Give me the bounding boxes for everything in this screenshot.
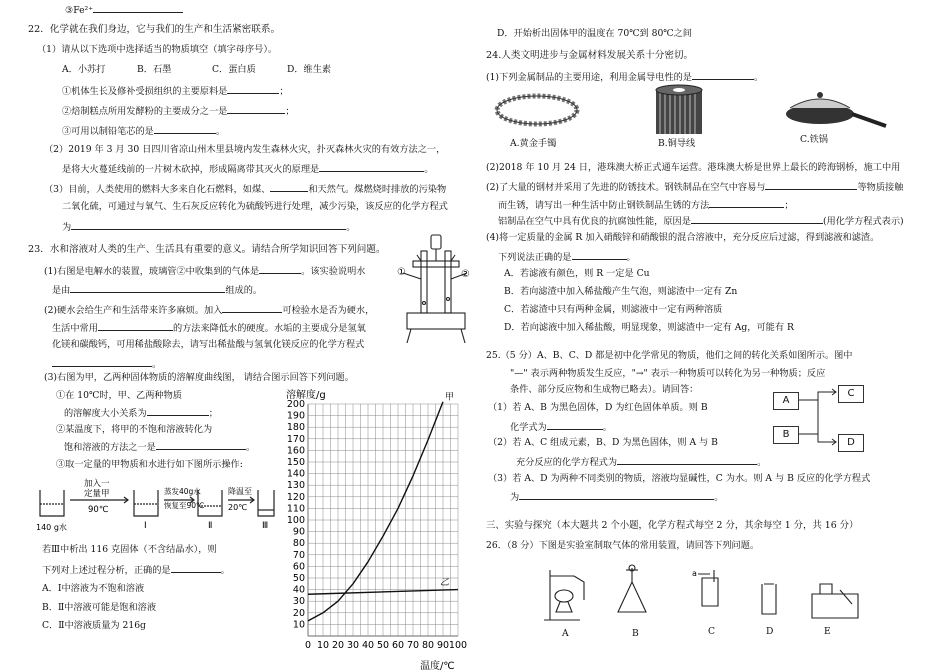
answer-blank[interactable] xyxy=(52,357,152,367)
beaker-3-label: Ⅲ xyxy=(262,521,269,531)
option-a: A．小苏打 xyxy=(62,64,106,75)
q23-s3-2b: 饱和溶液的方法之一是 。 xyxy=(64,442,256,453)
tube-2-label: ② xyxy=(461,269,470,280)
q24-s2c: 而生锈，请写出一种生活中防止钢铁制品生锈的方法 ； xyxy=(498,200,794,211)
q23-stem: 23．水和溶液对人类的生产、生活具有重要的意义。请结合所学知识回答下列问题。 xyxy=(28,244,386,255)
y-tick-label: 60 xyxy=(292,561,305,573)
proc-temp-2: 20℃ xyxy=(228,503,248,512)
q25-b1: （2）若 A、C 组成元素，B、D 为黑色固体，则 A 与 B xyxy=(488,437,718,448)
q24-stem: 24.人类文明进步与金属材料发展关系十分密切。 xyxy=(486,50,694,61)
q23-s2b: 生活中常用 的方法来降低水的硬度。水垢的主要成分是氢氧 xyxy=(52,323,366,334)
q23-s3-1a: ①在 10℃时，甲、乙两种物质 xyxy=(56,390,182,401)
node-b: B xyxy=(773,426,799,444)
answer-blank[interactable] xyxy=(147,406,209,416)
solubility-chart xyxy=(282,388,472,671)
q24-opt-b: B．若向滤渣中加入稀盐酸产生气泡，则滤渣中一定有 Zn xyxy=(504,286,738,297)
proc-add-2: 定量甲 xyxy=(84,489,110,499)
q25-a1: （1）若 A、B 为黑色固体，D 为红色固体单质。则 B xyxy=(488,402,708,413)
q25-a2: 化学式为 。 xyxy=(510,422,612,433)
series-label-yi: 乙 xyxy=(440,577,450,588)
option-d: D．维生素 xyxy=(287,64,332,75)
apparatus-b-label: B xyxy=(632,628,639,639)
q22-blank1: ①机体生长及修补受损组织的主要原料是 ； xyxy=(62,86,289,97)
answer-blank[interactable] xyxy=(617,455,757,465)
q23-s3: (3)右图为甲，乙两种固体物质的溶解度曲线图， 请结合图示回答下列问题。 xyxy=(44,372,354,383)
answer-blank[interactable] xyxy=(691,214,823,224)
q23-s2d: 。 xyxy=(52,357,161,371)
answer-blank[interactable] xyxy=(93,3,183,13)
q24-s2d: 铝制品在空气中具有优良的抗腐蚀性能，原因是 (用化学方程式表示) xyxy=(498,216,904,227)
y-tick-label: 10 xyxy=(292,619,305,631)
x-tick-label: 30 xyxy=(346,640,360,651)
y-tick-label: 200 xyxy=(286,399,305,410)
q22-part3a: （3）目前，人类使用的燃料大多来自化石燃料，如煤、 和天然气。煤燃烧时排放的污染物 xyxy=(44,184,447,195)
q24-s2a: (2)2018 年 10 月 24 日，港珠澳大桥正式通车运营。港珠澳大桥是世界上最长的跨海钢桥，施工中用 xyxy=(486,162,901,173)
option-b: B．石墨 xyxy=(137,64,172,75)
q26-stem: 26．（8 分）下图是实验室制取气体的常用装置，请回答下列问题。 xyxy=(486,540,760,551)
q22-part3b: 二氧化硫，可通过与氧气、生石灰反应转化为硫酸钙进行处理，减少污染，该反应的化学方程式 xyxy=(62,201,448,212)
item-b-label: B.铜导线 xyxy=(658,138,696,149)
q22-part2b: 是将大火蔓延线前的一片树木砍掉，形成隔离带其灭火的原理是 。 xyxy=(62,164,434,175)
tube-1-label: ① xyxy=(397,267,406,278)
q22-part2a: （2）2019 年 3 月 30 日四川省凉山州木里县境内发生森林火灾，扑灭森林火灾的有效方法之一， xyxy=(44,144,446,155)
q24-opt-d: D．若向滤液中加入稀盐酸，明显现象，则滤渣中一定有 Ag，可能有 R xyxy=(504,322,794,333)
q23-s4b: 下列对上述过程分析，正确的是 。 xyxy=(42,565,230,576)
y-tick-label: 160 xyxy=(286,445,305,457)
x-tick-label: 50 xyxy=(376,640,390,651)
iron-pan-image xyxy=(780,86,890,134)
x-tick-label: 60 xyxy=(391,640,405,651)
answer-blank[interactable] xyxy=(572,250,627,260)
gold-bracelet-image xyxy=(492,84,582,140)
q22-stem: 22．化学就在我们身边，它与我们的生产和生活紧密联系。 xyxy=(28,24,281,35)
q23-opt-a: A．Ⅰ中溶液为不饱和溶液 xyxy=(42,583,145,594)
node-d: D xyxy=(838,434,864,452)
proc-add-1: 加入一 xyxy=(84,479,110,489)
x-tick-labels xyxy=(305,640,467,651)
y-axis-label: 溶解度/g xyxy=(286,390,326,401)
q25-c2: 为 。 xyxy=(510,492,724,503)
q23-s3-2a: ②某温度下，将甲的不饱和溶液转化为 xyxy=(56,424,213,435)
x-tick-label: 100 xyxy=(448,640,468,651)
answer-blank[interactable] xyxy=(70,283,225,293)
q24-s4a: (4)将一定质量的金属 R 加入硝酸锌和硝酸银的混合溶液中，充分反应后过滤，得到滤液和滤渣。 xyxy=(486,232,880,243)
answer-blank[interactable] xyxy=(98,321,173,331)
q23-s3-1b: 的溶解度大小关系为 ； xyxy=(64,408,218,419)
y-tick-label: 50 xyxy=(292,573,305,584)
q25-l2: "—" 表示两种物质发生反应，"→" 表示一种物质可以转化为另一种物质；反应 xyxy=(510,368,826,379)
answer-blank[interactable] xyxy=(222,303,282,313)
q22-blank3: ③可用以制铅笔芯的是 。 xyxy=(62,126,226,137)
y-tick-label: 180 xyxy=(286,422,305,434)
q25-l3: 条件、部分反应物和生成物已略去）。请回答： xyxy=(510,384,699,395)
node-c: C xyxy=(838,385,864,403)
chart-grid xyxy=(308,404,458,636)
answer-blank[interactable] xyxy=(259,264,301,274)
q23-opt-c: C．Ⅱ中溶液质量为 216g xyxy=(42,620,146,631)
item-c-label: C.铁锅 xyxy=(800,134,828,145)
q22-blank2: ②焙制糕点所用发酵粉的主要成分之一是 ； xyxy=(62,106,295,117)
answer-blank[interactable] xyxy=(154,124,216,134)
beaker-2-label: Ⅱ xyxy=(208,521,213,531)
answer-blank[interactable] xyxy=(156,440,246,450)
answer-blank[interactable] xyxy=(227,84,279,94)
y-tick-label: 140 xyxy=(286,468,305,480)
apparatus-e-label: E xyxy=(824,626,831,637)
answer-blank[interactable] xyxy=(765,180,857,190)
y-tick-label: 20 xyxy=(292,607,305,619)
x-tick-label: 20 xyxy=(331,640,345,651)
y-tick-label: 110 xyxy=(286,503,305,515)
q23-opt-d: D．开始析出固体甲的温度在 70℃到 80℃之间 xyxy=(497,28,692,39)
q22-part1: （1）请从以下选项中选择适当的物质填空（填字母序号）。 xyxy=(37,44,278,55)
section-3-heading: 三、实验与探究（本大题共 2 个小题，化学方程式每空 2 分，其余每空 1 分，共 16 分） xyxy=(486,520,859,531)
y-tick-label: 100 xyxy=(286,515,305,526)
apparatus-a-label: A xyxy=(562,628,569,639)
y-tick-label: 170 xyxy=(286,433,305,445)
x-tick-label: 40 xyxy=(361,640,375,651)
answer-blank[interactable] xyxy=(709,198,784,208)
apparatus-row xyxy=(540,560,870,626)
answer-blank[interactable] xyxy=(547,420,603,430)
apparatus-c-label: C xyxy=(708,626,716,637)
proc-water: 140 g水 xyxy=(36,523,67,532)
q23-s2a: (2)硬水会给生产和生活带来许多麻烦。加入 可检验水是否为硬水， xyxy=(44,305,375,316)
y-tick-label: 150 xyxy=(286,457,305,468)
x-tick-label: 10 xyxy=(316,640,330,651)
answer-blank[interactable] xyxy=(227,104,285,114)
answer-blank[interactable] xyxy=(71,220,346,230)
y-tick-label: 40 xyxy=(292,584,305,596)
proc-temp-1: 90℃ xyxy=(88,505,109,515)
q23-s1b: 是由 组成的。 xyxy=(52,285,263,296)
q25-b2: 充分反应的化学方程式为 。 xyxy=(516,457,767,468)
answer-blank[interactable] xyxy=(692,70,754,80)
q23-s2c: 化镁和碳酸钙，可用稀盐酸除去，请写出稀盐酸与氢氧化镁反应的化学方程式 xyxy=(52,339,365,350)
y-tick-label: 70 xyxy=(292,549,305,561)
y-tick-label: 130 xyxy=(286,480,305,492)
answer-blank[interactable] xyxy=(270,182,308,192)
x-tick-label: 80 xyxy=(421,640,435,651)
port-a-label: a xyxy=(692,569,697,578)
answer-blank[interactable] xyxy=(519,490,714,500)
q24-opt-c: C．若滤渣中只有两种金属，则滤液中一定有两种溶质 xyxy=(504,304,723,315)
x-tick-label: 0 xyxy=(304,640,312,651)
y-tick-label: 190 xyxy=(286,410,305,422)
y-tick-label: 30 xyxy=(292,596,305,608)
q24-s4b: 下列说法正确的是 。 xyxy=(498,252,636,263)
y-tick-label: 80 xyxy=(292,538,305,550)
y-tick-label: 120 xyxy=(286,491,305,503)
node-a: A xyxy=(773,392,799,410)
copper-wire-image xyxy=(652,82,706,142)
q21-tail: ③Fe²⁺ xyxy=(65,3,183,17)
q24-opt-a: A．若滤液有颜色，则 R 一定是 Cu xyxy=(504,268,650,279)
answer-blank[interactable] xyxy=(171,563,221,573)
q23-s1a: (1)右图是电解水的装置，玻璃管②中收集到的气体是 。该实验说明水 xyxy=(44,266,366,277)
x-tick-label: 70 xyxy=(406,640,420,651)
q23-s3-3: ③取一定量的甲物质和水进行如下图所示操作: xyxy=(56,459,243,470)
beaker-1-label: Ⅰ xyxy=(144,521,147,531)
series-label-jia: 甲 xyxy=(445,392,455,403)
q23-s4a: 若Ⅲ中析出 116 克固体（不含结晶水），则 xyxy=(42,544,217,555)
q25-l1: 25.（5 分）A、B、C、D 都是初中化学常见的物质，他们之间的转化关系如图所示。图中 xyxy=(486,350,853,361)
q24-s1: (1)下列金属制品的主要用途，利用金属导电性的是 。 xyxy=(486,72,764,83)
x-axis-label: 温度/℃ xyxy=(420,661,455,671)
proc-cool: 降温至 xyxy=(228,487,252,496)
item-a-label: A.黄金手镯 xyxy=(510,138,557,149)
q25-c1: （3）若 A、D 为两种不同类别的物质，溶液均显碱性，C 为水。则 A 与 B 反应的化学方程式 xyxy=(488,473,871,484)
q22-part3c: 为 。 xyxy=(62,222,356,233)
answer-blank[interactable] xyxy=(319,162,424,172)
electrolysis-apparatus xyxy=(395,233,473,345)
y-tick-label: 90 xyxy=(292,526,305,538)
proc-evap-2: 恢复至90℃ xyxy=(164,501,205,510)
proc-evap-1: 蒸发40g水 xyxy=(164,487,201,496)
q23-opt-b: B．Ⅱ中溶液可能是饱和溶液 xyxy=(42,602,157,613)
apparatus-d-label: D xyxy=(766,626,774,637)
x-tick-label: 90 xyxy=(436,640,450,651)
process-diagram xyxy=(36,476,276,532)
option-c: C．蛋白质 xyxy=(212,64,256,75)
y-tick-labels xyxy=(287,399,305,630)
q24-s2b: (2)了大量的钢材并采用了先进的防锈技术。钢铁制品在空气中容易与 等物质接触 xyxy=(486,182,904,193)
